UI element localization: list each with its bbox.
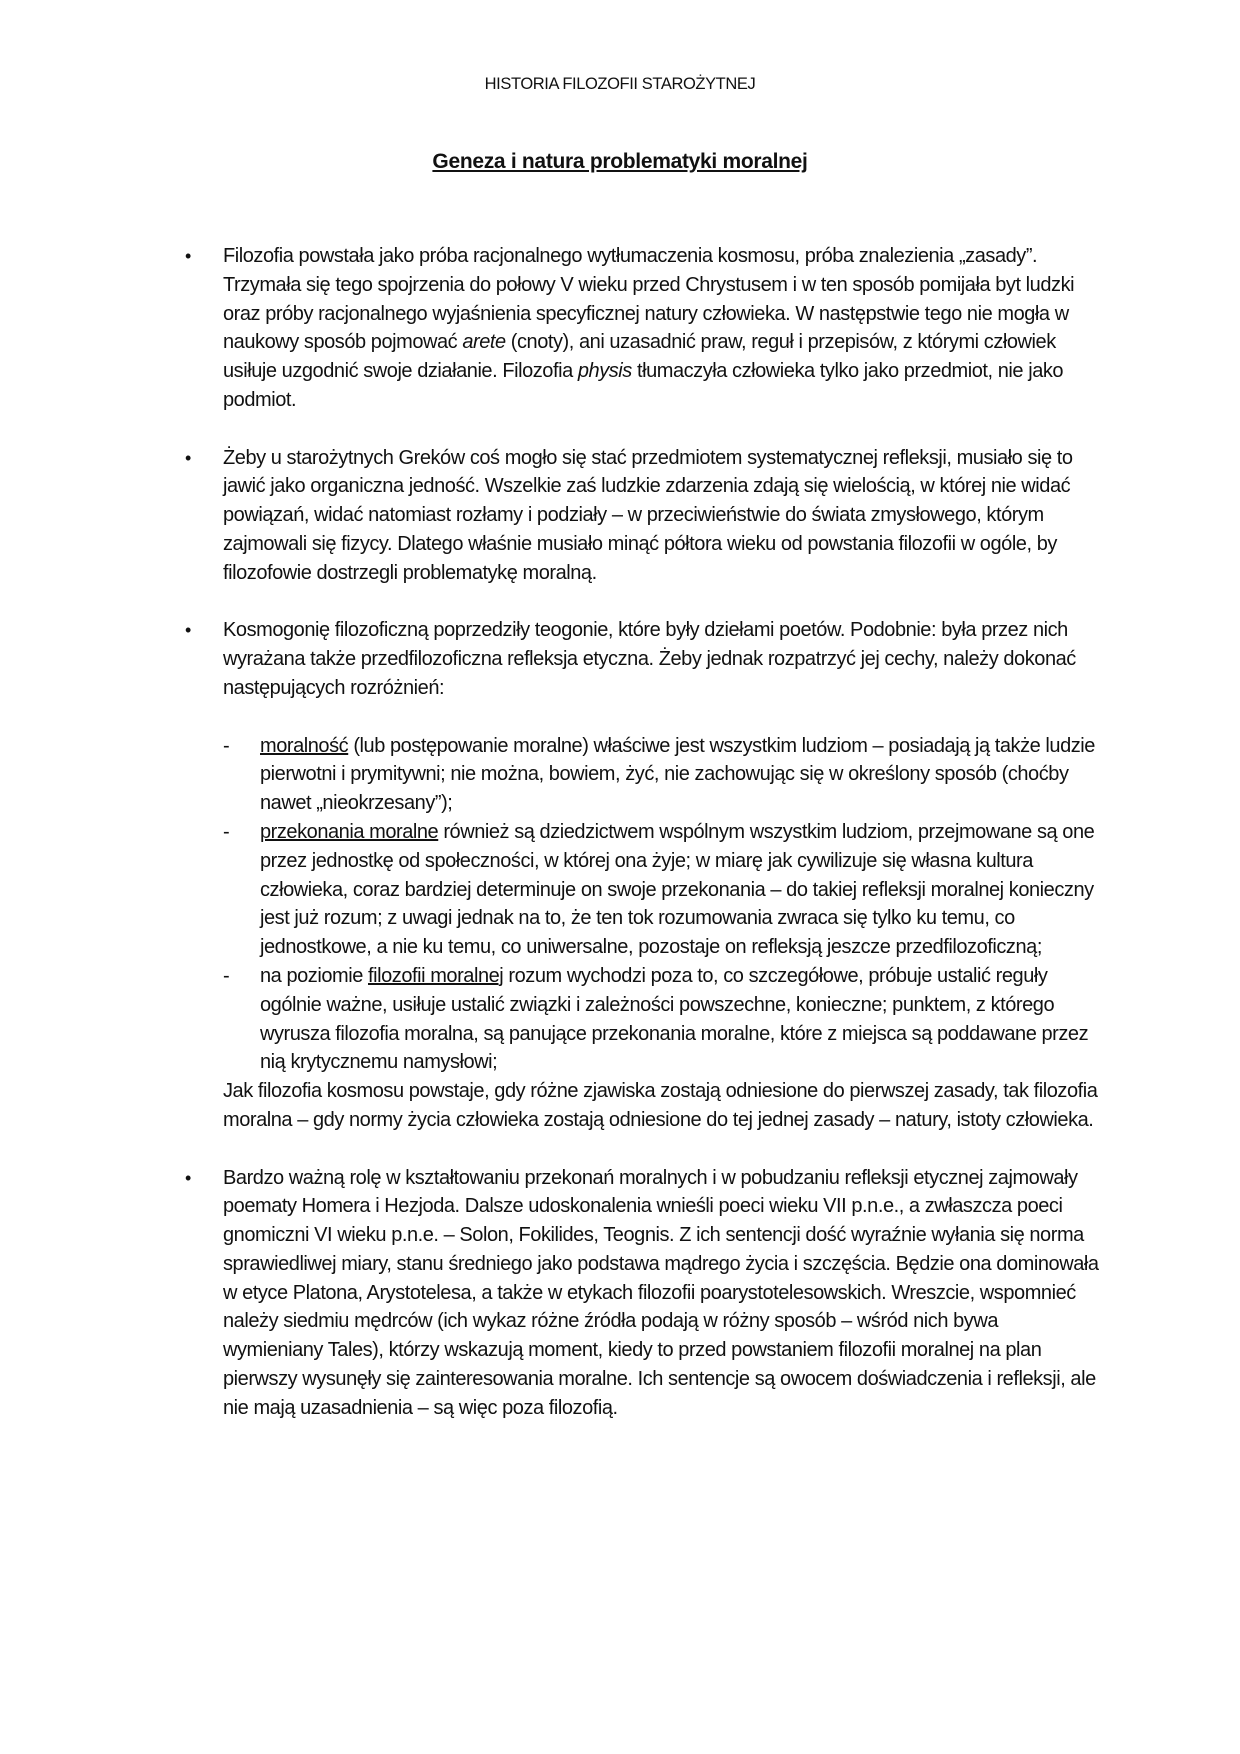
dash-marker: - <box>223 964 230 987</box>
term-moralnosc: moralność <box>260 734 349 757</box>
list-item: - przekonania moralne również są dziedzictwem wspólnym wszystkim ludziom, przejmowane są one przez jednostkę od społeczności, w której ona żyje; w miarę jak cywilizuje się własna kultura człowieka, coraz bardziej determinuje on swoje przekonania – do takiej refleksji moralnej konieczny jest już rozum; z uwagi jednak na to, że ten tok rozumowania zwraca się tylko ku temu, co jednostkowe, a nie ku temu, co uniwersalne, pozostaje on refleksją jeszcze przedfilozoficzną; <box>223 818 1103 962</box>
document-body <box>185 242 1103 1423</box>
term-arete: arete <box>462 331 506 354</box>
document-title: Geneza i natura problematyki moralnej <box>432 150 808 173</box>
dash-marker: - <box>223 820 230 843</box>
list-item: - na poziomie filozofii moralnej rozum wychodzi poza to, co szczegółowe, próbuje ustalić reguły ogólnie ważne, usiłuje ustalić związki i zależności powszechne, konieczne; punktem, z którego wyrusza filozofia moralna, są panujące przekonania moralne, które z miejsca są poddawane przez nią krytycznemu namysłowi; <box>223 962 1103 1077</box>
term-przekonania-moralne: przekonania moralne <box>260 820 439 843</box>
bullet-marker: • <box>185 447 191 468</box>
bullet-marker: • <box>185 246 191 266</box>
bullet-marker: • <box>185 1167 191 1188</box>
paragraph-1-text-b: (cnoty), ani uzasadnić praw, reguł i przepisów, z którymi człowiek usiłuje uzgodnić swoje działanie. Filozofia <box>223 331 1056 383</box>
paragraph-3-conclusion: Jak filozofia kosmosu powstaje, gdy różne zjawiska zostają odniesione do pierwszej zasady, tak filozofia moralna – gdy normy życia człowieka zostają odniesione do tej jednej zasady – natury, istoty człowieka. <box>223 1080 1098 1131</box>
term-physis: physis <box>577 360 632 383</box>
list-item: - moralność (lub postępowanie moralne) właściwe jest wszystkim ludziom – posiadają ją także ludzie pierwotni i prymitywni; nie można, bowiem, żyć, nie zachowując się w określony sposób (choćby nawet „nieokrzesany”); <box>223 732 1103 818</box>
paragraph-1-text-c: tłumaczyła człowieka tylko jako przedmiot, nie jako podmiot. <box>223 360 1064 411</box>
paragraph-4: Bardzo ważną rolę w kształtowaniu przekonań moralnych i w pobudzaniu refleksji etycznej zajmowały poematy Homera i Hezjoda. Dalsze udoskonalenia wnieśli poeci wieku VII p.n.e., a zwłaszcza poeci gnomiczni VI wieku p.n.e. – Solon, Fokilides, Teognis. Z ich sentencji dość wyraźnie wyłania się norma sprawiedliwej miary, stanu średniego jako podstawa mądrego życia i szczęścia. Będzie ona dominowała w etyce Platona, Arystotelesa, a także w etykach filozofii poarystotelesowskich. Wreszcie, wspomnieć należy siedmiu mędrców (ich wykaz różne źródła podają w różny sposób – wśród nich bywa wymieniany Tales), którzy wskazują moment, kiedy to przed powstaniem filozofii moralnej na plan pierwszy wysunęły się zainteresowania moralne. Ich sentencje są owocem doświadczenia i refleksji, ale nie mają uzasadnienia – są więc poza filozofią. <box>223 1166 1099 1419</box>
running-header: HISTORIA FILOZOFII STAROŻYTNEJ <box>484 75 756 93</box>
paragraph-1-text-a: Filozofia powstała jako próba racjonalnego wytłumaczenia kosmosu, próba znalezienia „zasady”. Trzymała się tego spojrzenia do połowy V wieku przed Chrystusem i w ten sposób pomijała byt ludzki oraz próby racjonalnego wyjaśnienia specyficznej natury człowieka. W następstwie tego nie mogła w naukowy sposób pojmować <box>223 245 1075 354</box>
distinctions-list <box>223 732 1103 1078</box>
bullet-item-4 <box>185 1164 1103 1423</box>
term-filozofia-moralna: filozofii moralnej <box>368 964 504 987</box>
bullet-item-3 <box>185 616 1103 1134</box>
dash-marker: - <box>223 734 230 757</box>
bullet-item-1 <box>185 242 1103 415</box>
bullet-marker: • <box>185 620 191 641</box>
bullet-item-2 <box>185 444 1103 588</box>
paragraph-1 <box>223 242 1103 415</box>
paragraph-3-intro: Kosmogonię filozoficzną poprzedziły teogonie, które były dziełami poetów. Podobnie: była przez nich wyrażana także przedfilozoficzna refleksja etyczna. Żeby jednak rozpatrzyć jej cechy, należy dokonać następujących rozróżnień: <box>223 619 1076 699</box>
paragraph-2: Żeby u starożytnych Greków coś mogło się stać przedmiotem systematycznej refleksji, musiało się to jawić jako organiczna jedność. Wszelkie zaś ludzkie zdarzenia zdają się wielością, w której nie widać powiązań, widać natomiast rozłamy i podziały – w przeciwieństwie do świata zmysłowego, którym zajmowali się fizycy. Dlatego właśnie musiało minąć półtora wieku od powstania filozofii w ogóle, by filozofowie dostrzegli problematykę moralną. <box>223 446 1073 584</box>
